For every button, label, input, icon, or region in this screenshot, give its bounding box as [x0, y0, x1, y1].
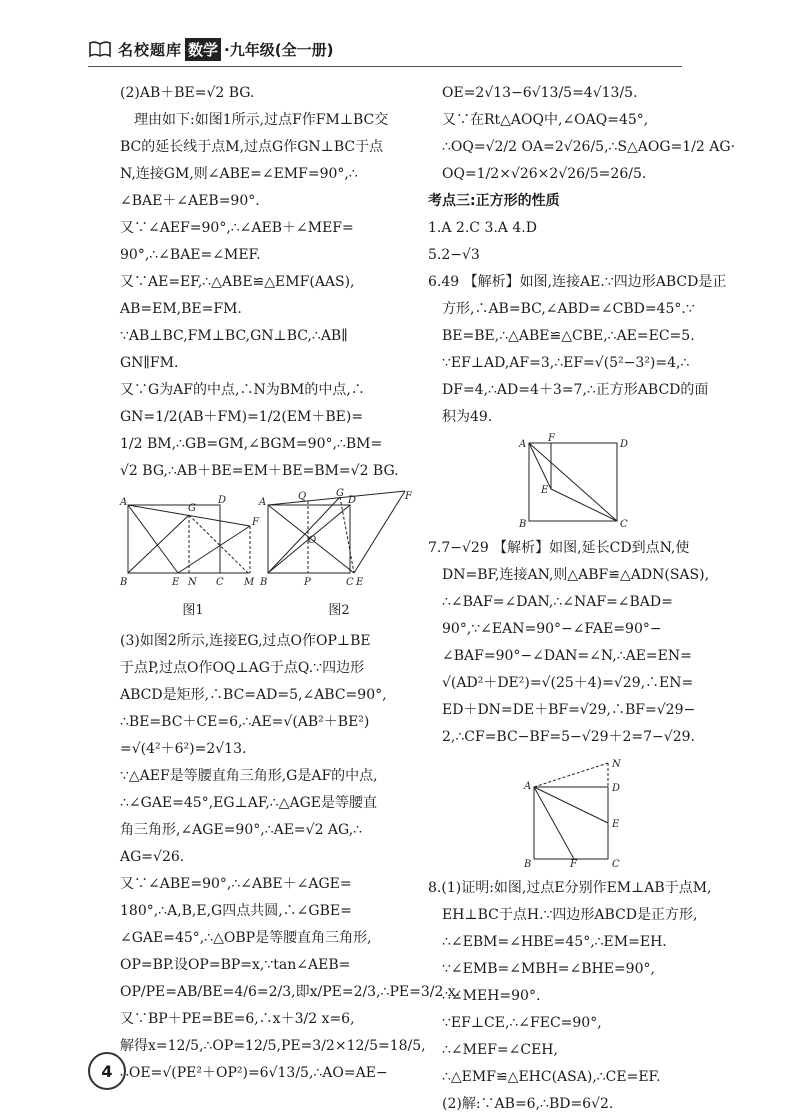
text-line: 6.49 【解析】如图,连接AE.∵四边形ABCD是正: [428, 274, 727, 290]
svg-text:D: D: [620, 439, 629, 450]
svg-text:B: B: [519, 519, 527, 530]
text-line: ∴∠BAF=∠DAN,∴∠NAF=∠BAD=: [442, 594, 673, 610]
text-line: DF=4,∴AD=4＋3=7,∴正方形ABCD的面: [442, 382, 709, 398]
text-line: ∵AB⊥BC,FM⊥BC,GN⊥BC,∴AB∥: [120, 328, 348, 344]
text-line: 又∵G为AF的中点,∴N为BM的中点,∴: [120, 382, 365, 398]
subject-label: 数学: [185, 38, 221, 61]
text-line: (3)如图2所示,连接EG,过点O作OP⊥BE: [120, 633, 371, 649]
text-line: 角三角形,∠AGE=90°,∴AE=√2 AG,∴: [120, 822, 363, 838]
answer-line: 5.2−√3: [428, 247, 480, 263]
text-line: ∴OE=√(PE²＋OP²)=6√13/5,∴AO=AE−: [120, 1065, 388, 1081]
text-line: ∵△AEF是等腰直角三角形,G是AF的中点,: [120, 768, 378, 784]
text-line: ∴∠MEH=90°.: [442, 988, 541, 1004]
text-line: ∴∠MEF=∠CEH,: [442, 1042, 558, 1058]
svg-text:O: O: [308, 535, 317, 546]
book-logo-icon: [88, 40, 112, 58]
text-line: ABCD是矩形,∴BC=AD=5,∠ABC=90°,: [120, 687, 387, 703]
text-line: GN=1/2(AB＋FM)=1/2(EM＋BE)=: [120, 409, 364, 425]
text-line: ∴∠GAE=45°,EG⊥AF,∴△AGE是等腰直: [120, 795, 377, 811]
text-line: OQ=1/2×√26×2√26/5=26/5.: [442, 166, 647, 182]
text-line: AB=EM,BE=FM.: [120, 301, 242, 317]
figure-2-caption: 图2: [328, 603, 350, 618]
svg-text:M: M: [244, 577, 255, 588]
svg-text:A: A: [259, 497, 267, 508]
section-title: 考点三:正方形的性质: [428, 193, 560, 209]
svg-text:D: D: [218, 495, 227, 506]
text-line: 8.(1)证明:如图,过点E分别作EM⊥AB于点M,: [428, 880, 712, 896]
text-line: 180°,∴A,B,E,G四点共圆,∴∠GBE=: [120, 903, 352, 919]
figure-problem-7: [514, 757, 634, 869]
grade-label: ·九年级(全一册): [224, 40, 334, 59]
text-line: N,连接GM,则∠ABE=∠EMF=90°,∴: [120, 166, 358, 182]
svg-text:C: C: [620, 519, 628, 530]
text-line: 又∵∠ABE=90°,∴∠ABE＋∠AGE=: [120, 876, 352, 892]
svg-text:A: A: [519, 439, 527, 450]
svg-text:F: F: [252, 517, 259, 528]
text-line: ∴△EMF≌△EHC(ASA),∴CE=EF.: [442, 1069, 661, 1085]
svg-text:A: A: [524, 781, 532, 792]
text-line: 又∵∠AEF=90°,∴∠AEB＋∠MEF=: [120, 220, 354, 236]
text-line: OP=BP.设OP=BP=x,∵tan∠AEB=: [120, 957, 351, 973]
text-line: =√(4²＋6²)=2√13.: [120, 741, 247, 757]
svg-text:G: G: [188, 503, 196, 514]
text-line: ∴OQ=√2/2 OA=2√26/5,∴S△AOG=1/2 AG·: [442, 139, 736, 155]
text-line: OP/PE=AB/BE=4/6=2/3,即x/PE=2/3,∴PE=3/2 x.: [120, 984, 461, 1000]
text-line: 积为49.: [442, 409, 493, 425]
svg-text:C: C: [612, 859, 620, 870]
page-header: [88, 34, 333, 64]
text-line: ∵EF⊥AD,AF=3,∴EF=√(5²−3²)=4,∴: [442, 355, 690, 371]
text-line: ED＋DN=DE＋BF=√29,∴BF=√29−: [442, 702, 696, 718]
text-line: ∴∠EBM=∠HBE=45°,∴EM=EH.: [442, 934, 667, 950]
text-line: DN=BF,连接AN,则△ABF≌△ADN(SAS),: [442, 567, 710, 583]
text-line: 方形,∴AB=BC,∠ABD=∠CBD=45°.∵: [442, 301, 695, 317]
text-line: (2)AB＋BE=√2 BG.: [120, 85, 255, 101]
text-line: OE=2√13−6√13/5=4√13/5.: [442, 85, 638, 101]
text-line: 理由如下:如图1所示,过点F作FM⊥BC交: [134, 112, 389, 128]
text-line: ∴BE=BC＋CE=6,∴AE=√(AB²＋BE²): [120, 714, 370, 730]
text-line: 又∵BP＋PE=BE=6,∴x＋3/2 x=6,: [120, 1011, 355, 1027]
svg-text:F: F: [405, 491, 412, 502]
text-line: 7.7−√29 【解析】如图,延长CD到点N,使: [428, 540, 690, 556]
text-line: ∵∠EMB=∠MBH=∠BHE=90°,: [442, 961, 655, 977]
svg-text:G: G: [336, 488, 344, 499]
text-line: 又∵在Rt△AOQ中,∠OAQ=45°,: [442, 112, 649, 128]
header-divider: [88, 66, 682, 67]
right-column: [428, 80, 736, 1118]
text-line: 于点P,过点O作OQ⊥AG于点Q.∵四边形: [120, 660, 365, 676]
text-line: BC的延长线于点M,过点G作GN⊥BC于点: [120, 139, 384, 155]
svg-text:C: C: [346, 577, 354, 588]
svg-text:F: F: [570, 859, 577, 870]
svg-text:P: P: [304, 577, 311, 588]
text-line: ∵EF⊥CE,∴∠FEC=90°,: [442, 1015, 602, 1031]
figure-1-caption: 图1: [182, 603, 204, 618]
svg-text:A: A: [120, 497, 128, 508]
svg-text:C: C: [216, 577, 224, 588]
svg-text:Q: Q: [298, 491, 307, 502]
svg-text:N: N: [188, 577, 197, 588]
svg-text:D: D: [348, 495, 357, 506]
text-line: 2,∴CF=BC−BF=5−√29＋2=7−√29.: [442, 729, 695, 745]
svg-text:D: D: [612, 783, 621, 794]
svg-text:F: F: [548, 433, 555, 444]
figures-1-2: [120, 488, 412, 591]
figure-problem-6: [509, 433, 639, 530]
svg-text:E: E: [172, 577, 180, 588]
text-line: AG=√26.: [120, 849, 185, 865]
text-line: 90°,∴∠BAE=∠MEF.: [120, 247, 261, 263]
text-line: ∠GAE=45°,∴△OBP是等腰直角三角形,: [120, 930, 372, 946]
text-line: √2 BG,∴AB＋BE=EM＋BE=BM=√2 BG.: [120, 463, 399, 479]
text-line: (2)解:∵AB=6,∴BD=6√2.: [442, 1096, 614, 1112]
svg-text:E: E: [541, 485, 549, 496]
text-line: ∠BAE＋∠AEB=90°.: [120, 193, 260, 209]
text-line: ∠BAF=90°−∠DAN=∠N,∴AE=EN=: [442, 648, 692, 664]
text-line: √(AD²＋DE²)=√(25＋4)=√29,∴EN=: [442, 675, 694, 691]
page-number: 4: [88, 1052, 126, 1090]
svg-text:B: B: [120, 577, 128, 588]
text-line: 90°,∵∠EAN=90°−∠FAE=90°−: [442, 621, 662, 637]
svg-text:E: E: [612, 819, 620, 830]
answer-line: 1.A 2.C 3.A 4.D: [428, 220, 537, 236]
svg-text:B: B: [524, 859, 532, 870]
text-line: 又∵AE=EF,∴△ABE≌△EMF(AAS),: [120, 274, 355, 290]
text-line: EH⊥BC于点H.∵四边形ABCD是正方形,: [442, 907, 698, 923]
svg-text:N: N: [612, 759, 621, 770]
text-line: BE=BE,∴△ABE≌△CBE,∴AE=EC=5.: [442, 328, 695, 344]
text-line: 1/2 BM,∴GB=GM,∠BGM=90°,∴BM=: [120, 436, 383, 452]
text-line: GN∥FM.: [120, 355, 179, 371]
svg-text:B: B: [260, 577, 268, 588]
svg-text:E: E: [356, 577, 364, 588]
brand-title: 名校题库: [118, 40, 183, 59]
text-line: 解得x=12/5,∴OP=12/5,PE=3/2×12/5=18/5,: [120, 1038, 426, 1054]
